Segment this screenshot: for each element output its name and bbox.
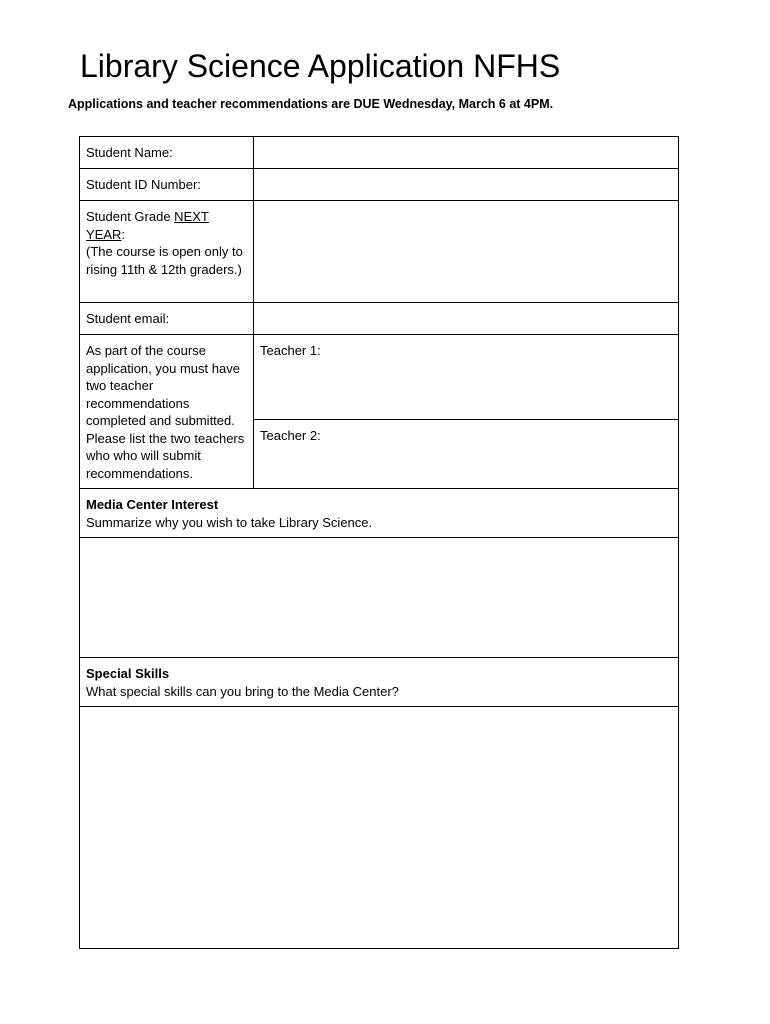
student-grade-row xyxy=(80,201,679,303)
student-name-label: Student Name: xyxy=(80,137,254,169)
student-email-row xyxy=(80,303,679,335)
media-center-answer-field[interactable] xyxy=(80,538,679,658)
student-grade-label xyxy=(80,201,254,303)
special-skills-answer-row xyxy=(80,707,679,949)
student-id-label: Student ID Number: xyxy=(80,169,254,201)
teachers-row xyxy=(80,335,679,489)
teacher-fields xyxy=(254,335,679,489)
student-id-field[interactable] xyxy=(254,169,679,201)
teacher-2-field[interactable] xyxy=(254,419,678,488)
special-skills-header-row xyxy=(80,658,679,707)
grade-eligibility-note: (The course is open only to rising 11th & 12th graders.) xyxy=(86,244,243,277)
student-name-row xyxy=(80,137,679,169)
teacher-2-label: Teacher 2: xyxy=(260,428,321,443)
student-grade-field[interactable] xyxy=(254,201,679,303)
student-email-label: Student email: xyxy=(80,303,254,335)
special-skills-answer-field[interactable] xyxy=(80,707,679,949)
media-center-header xyxy=(80,489,679,538)
media-center-answer-row xyxy=(80,538,679,658)
special-skills-header xyxy=(80,658,679,707)
grade-label-next-year: NEXT YEAR xyxy=(86,209,209,242)
special-skills-heading: Special Skills xyxy=(86,666,170,681)
student-email-field[interactable] xyxy=(254,303,679,335)
due-date-notice: Applications and teacher recommendations are DUE Wednesday, March 6 at 4PM. xyxy=(68,97,554,111)
application-form xyxy=(79,136,679,949)
special-skills-prompt: What special skills can you bring to the Media Center? xyxy=(86,683,399,699)
media-center-prompt: Summarize why you wish to take Library Science. xyxy=(86,514,373,530)
teacher-1-label: Teacher 1: xyxy=(260,343,321,358)
grade-label-prefix: Student Grade xyxy=(86,209,175,224)
student-id-row xyxy=(80,169,679,201)
teacher-instructions: As part of the course application, you must have two teacher recommendations completed and submitted. Please list the two teachers who who will submit recommendations. xyxy=(80,335,254,489)
page-title: Library Science Application NFHS xyxy=(80,48,561,84)
teacher-1-field[interactable] xyxy=(254,335,678,419)
media-center-header-row xyxy=(80,489,679,538)
grade-label-colon: : xyxy=(121,226,126,242)
media-center-heading: Media Center Interest xyxy=(86,497,219,512)
student-name-field[interactable] xyxy=(254,137,679,169)
